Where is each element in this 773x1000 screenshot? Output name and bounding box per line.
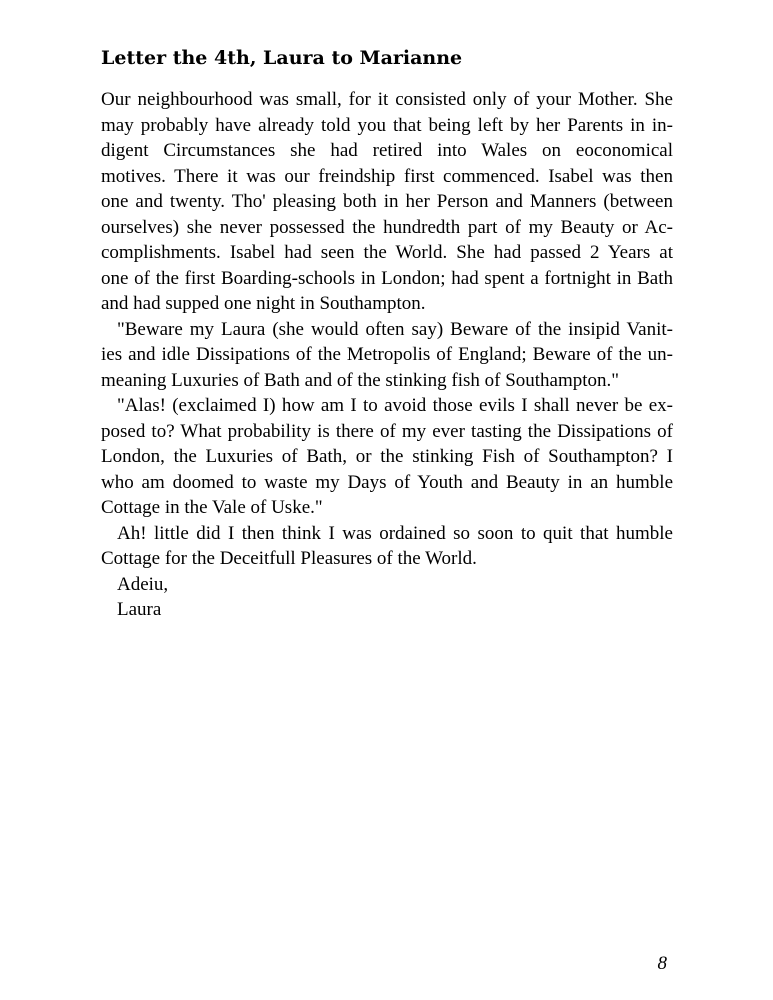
text-line: Ah! little did I then think I was ordained so soon to quit that humble [117,522,673,544]
text-line: "Alas! (exclaimed I) how am I to avoid those evils I shall never be ex- [117,395,673,416]
closing-salutation: Adeiu, [117,573,169,595]
text-line: and had supped one night in Southampton. [101,293,426,314]
text-line: one of the first Boarding-schools in London; had spent a fortnight in Bath [101,267,673,289]
letter-heading: Letter the 4th, Laura to Marianne [101,47,463,69]
text-line: ourselves) she never possessed the hundredth part of my Beauty or Ac- [101,216,673,238]
text-line: Cottage for the Deceitfull Pleasures of the World. [101,548,477,569]
page-number: 8 [657,953,667,974]
text-line: one and twenty. Tho' pleasing both in her Person and Manners (between [101,191,673,212]
text-line: meaning Luxuries of Bath and of the stinking fish of Southampton." [101,369,620,391]
text-line: ies and idle Dissipations of the Metropolis of England; Beware of the un- [101,344,673,365]
text-line: Our neighbourhood was small, for it consisted only of your Mother. She [101,89,673,110]
text-line: motives. There it was our freindship first commenced. Isabel was then [101,165,673,187]
signature-name: Laura [117,599,162,620]
text-line: posed to? What probability is there of my ever tasting the Dissipations of [101,420,673,442]
text-line: London, the Luxuries of Bath, or the stinking Fish of Southampton? I [101,446,673,467]
text-line: complishments. Isabel had seen the World. She had passed 2 Years at [101,242,673,263]
text-line: may probably have already told you that being left by her Parents in in- [101,114,673,136]
letter-body [101,87,673,623]
text-line: Cottage in the Vale of Uske." [101,497,323,518]
text-line: digent Circumstances she had retired into Wales on eoconomical [101,140,673,161]
text-line: who am doomed to waste my Days of Youth and Beauty in an humble [101,471,673,493]
text-line: "Beware my Laura (she would often say) Beware of the insipid Vanit- [117,318,673,340]
